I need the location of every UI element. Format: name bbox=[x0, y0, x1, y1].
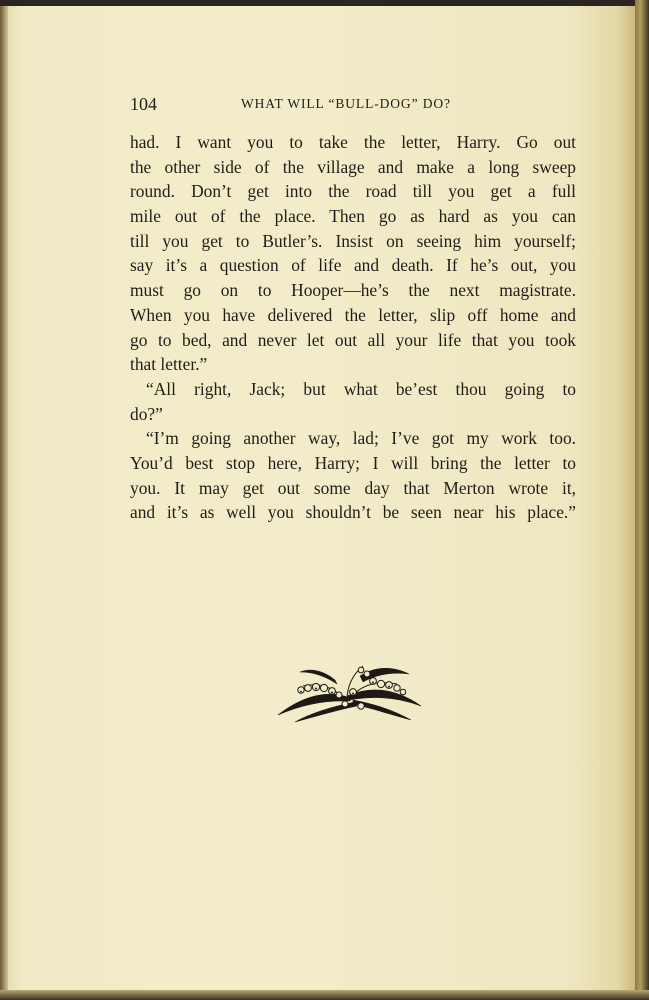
page-header bbox=[130, 94, 575, 116]
book-bottom-edge bbox=[0, 990, 649, 1000]
text-line-5: till you get to Butler’s. Insist on seeing him yourself; bbox=[130, 230, 576, 251]
text-line-11: “All right, Jack; but what be’est thou going to bbox=[146, 378, 576, 399]
text-line-16: and it’s as well you shouldn’t be seen near his place.” bbox=[130, 502, 576, 523]
lily-of-the-valley-ornament-icon bbox=[275, 660, 425, 725]
text-line-6: say it’s a question of life and death. If he’s out, you bbox=[130, 255, 576, 276]
text-line-4: mile out of the place. Then go as hard as you can bbox=[130, 206, 576, 227]
text-line-14: You’d best stop here, Harry; I will bring the letter to bbox=[130, 452, 576, 473]
text-line-9: go to bed, and never let out all your life that you took bbox=[130, 329, 576, 350]
body-text bbox=[130, 130, 576, 525]
page-stack-edge bbox=[635, 0, 649, 1000]
text-line-3: round. Don’t get into the road till you get a full bbox=[130, 181, 576, 202]
text-line-8: When you have delivered the letter, slip off home and bbox=[130, 304, 576, 325]
text-line-12: do?” bbox=[130, 403, 163, 424]
text-line-2: the other side of the village and make a long sweep bbox=[130, 156, 576, 177]
text-line-10: that letter.” bbox=[130, 354, 208, 375]
text-line-15: you. It may get out some day that Merton wrote it, bbox=[130, 477, 576, 498]
running-title: WHAT WILL “BULL-DOG” DO? bbox=[241, 96, 451, 111]
text-line-13: “I’m going another way, lad; I’ve got my work too. bbox=[146, 428, 576, 449]
text-line-7: must go on to Hooper—he’s the next magistrate. bbox=[130, 280, 576, 301]
text-line-1: had. I want you to take the letter, Harry. Go out bbox=[130, 132, 576, 152]
page-number: 104 bbox=[130, 94, 157, 114]
